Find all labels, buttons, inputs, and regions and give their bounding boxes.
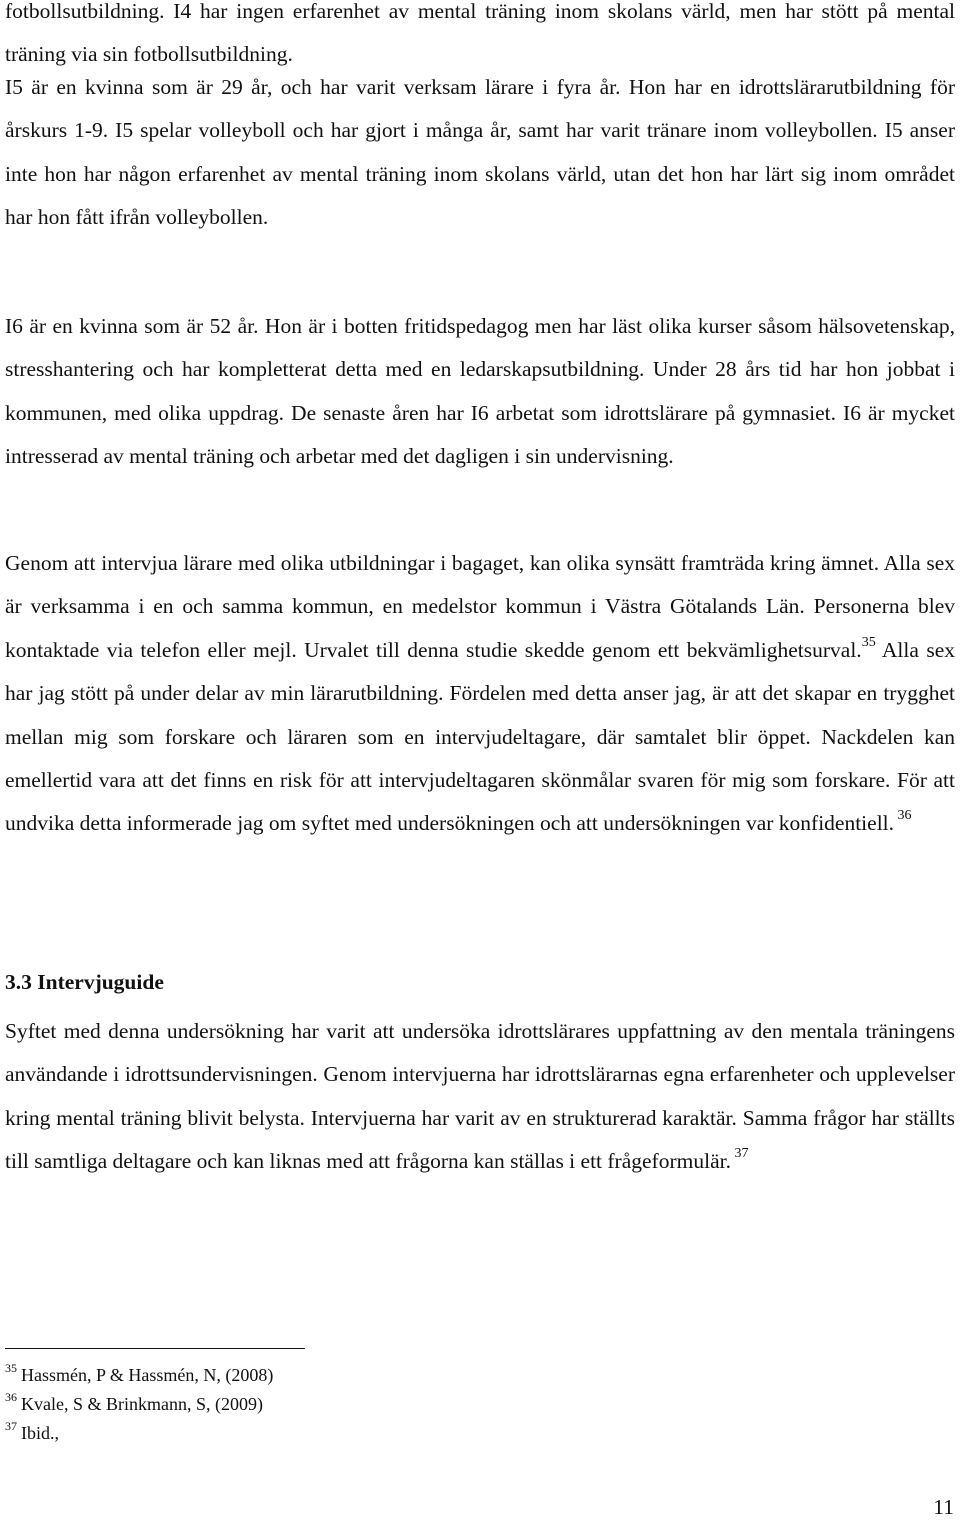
footnote-text: Hassmén, P & Hassmén, N, (2008) <box>21 1365 274 1385</box>
footnote-item <box>5 1361 273 1390</box>
paragraph-i6: I6 är en kvinna som är 52 år. Hon är i botten fritidspedagog men har läst olika kurser såsom hälsovetenskap, stresshantering och har kompletterat detta med en ledarskapsutbildning. Under 28 års tid har hon jobbat i kommunen, med olika uppdrag. De senaste åren har I6 arbetat som idrottslärare på gymnasiet. I6 är mycket intresserad av mental träning och arbetar med det dagligen i sin undervisning. <box>5 314 955 469</box>
footnote-item <box>5 1419 273 1448</box>
footnote-reference-37: 37 <box>730 1146 749 1162</box>
paragraph-i5: I5 är en kvinna som är 29 år, och har varit verksam lärare i fyra år. Hon har en idrottslärarutbildning för årskurs 1-9. I5 spelar volleyboll och har gjort i många år, samt har varit tränare inom volleybollen. I5 anser inte hon har någon erfarenhet av mental träning inom skolans värld, utan det hon har lärt sig inom området har hon fått ifrån volleybollen. <box>5 75 955 230</box>
page-number: 11 <box>933 1495 954 1519</box>
footnote-number: 35 <box>5 1361 17 1375</box>
footnote-reference-36: 36 <box>894 808 912 824</box>
footnote-separator <box>5 1348 305 1349</box>
paragraph-interview-guide-text: Syftet med denna undersökning har varit att undersöka idrottslärares uppfattning av den mentala träningens användande i idrottsundervisningen. Genom intervjuerna har idrottslärarnas egna erfarenheter och upplevelser kring mental träning blivit belysta. Intervjuerna har varit av en strukturerad karaktär. Samma frågor har ställts till samtliga deltagare och kan liknas med att frågorna kan ställas i ett frågeformulär. <box>5 1019 955 1174</box>
footnote-list <box>5 1361 273 1448</box>
paragraph-selection <box>5 542 955 846</box>
footnote-reference-35: 35 <box>861 634 876 650</box>
footnote-text: Ibid., <box>21 1423 59 1443</box>
footnote-number: 36 <box>5 1390 17 1404</box>
section-heading: 3.3 Intervjuguide <box>5 970 164 994</box>
footnote-item <box>5 1390 273 1419</box>
paragraph-selection-text-2: Alla sex har jag stött på under delar av min lärarutbildning. Fördelen med detta anser jag, är att det skapar en trygghet mellan mig som forskare och läraren som en intervjudeltagare, där samtalet blir öppet. Nackdelen kan emellertid vara att det finns en risk för att intervjudeltagaren skönmålar svaren för mig som forskare. För att undvika detta informerade jag om syftet med undersökningen och att undersökningen var konfidentiell. <box>5 637 955 836</box>
footnote-text: Kvale, S & Brinkmann, S, (2009) <box>21 1394 263 1414</box>
paragraph-i4-continued: fotbollsutbildning. I4 har ingen erfarenhet av mental träning inom skolans värld, men har stött på mental träning via sin fotbollsutbildning. <box>5 0 955 67</box>
paragraph-interview-guide <box>5 1010 955 1184</box>
paragraph-selection-text-1: Genom att intervjua lärare med olika utbildningar i bagaget, kan olika synsätt framträda kring ämnet. Alla sex är verksamma i en och samma kommun, en medelstor kommun i Västra Götalands Län. Personerna blev kontaktade via telefon eller mejl. Urvalet till denna studie skedde genom ett bekvämlighetsurval. <box>5 551 955 662</box>
footnote-number: 37 <box>5 1419 17 1433</box>
